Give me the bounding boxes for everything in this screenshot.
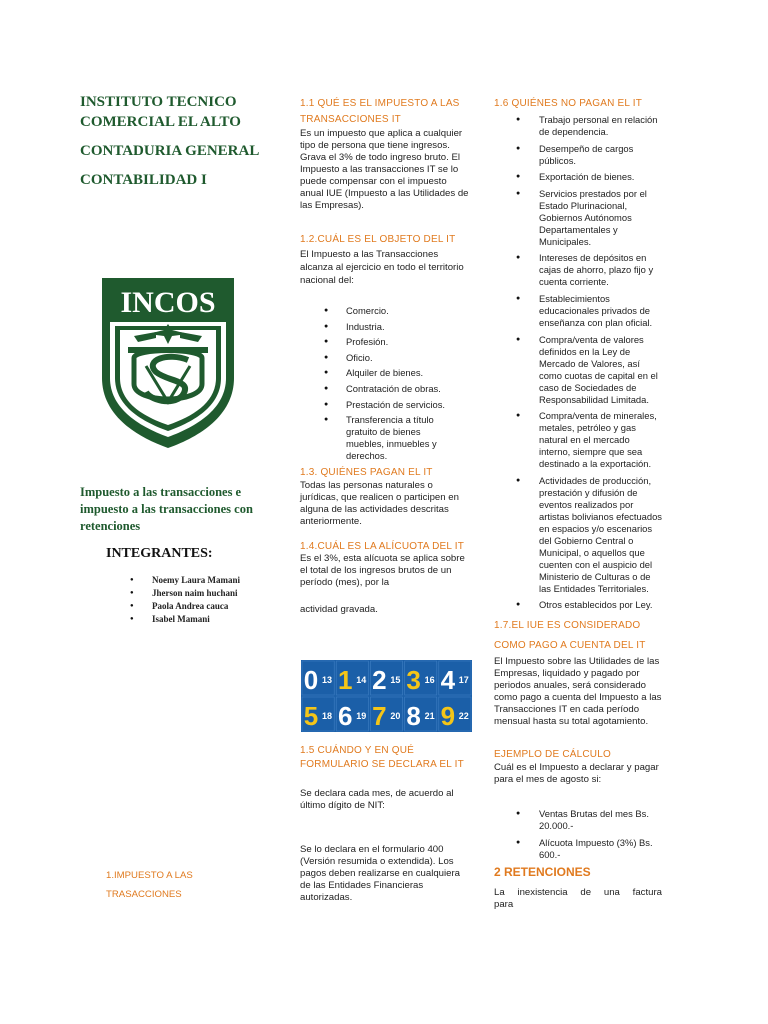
section-1-5-text-2: Se lo declara en el formulario 400 (Versión resumida o extendida). Los pagos deben realizarse en cualquiera de las Entidades Financieras autorizadas. (300, 844, 461, 903)
list-item: ● Compra/venta de valores definidos en la Ley de Mercado de Valores, así como cuotas de capital en el caso de Sociedades de Responsabilidad Limitada. (494, 334, 662, 406)
nit-digit: 7 (372, 701, 387, 731)
list-item: ● Intereses de depósitos en cajas de ahorro, plazo fijo y cuenta corriente. (494, 252, 662, 288)
section-1-6-heading: 1.6 QUIÉNES NO PAGAN EL IT (494, 98, 643, 109)
nit-digit: 2 (372, 665, 387, 695)
section-1-1-heading: 1.1 QUÉ ES EL IMPUESTO A LAS TRANSACCIONES IT (300, 98, 460, 125)
nit-digit: 6 (337, 701, 353, 731)
list-item: ● Otros establecidos por Ley. (494, 599, 662, 611)
list-item: ● Alícuota Impuesto (3%) Bs. 600.- (494, 837, 662, 861)
list-item: ● Paola Andrea cauca (130, 600, 290, 613)
title-line-1: INSTITUTO TECNICO (80, 94, 237, 110)
members-list (130, 574, 290, 626)
logo-text: INCOS (120, 286, 216, 319)
list-item: ● Noemy Laura Mamani (130, 574, 290, 587)
section-1-3-heading: 1.3. QUIÉNES PAGAN EL IT (300, 466, 433, 478)
section-1-5-text: Se declara cada mes, de acuerdo al último dígito de NIT: (300, 788, 454, 811)
section-1-3-text: Todas las personas naturales o jurídicas, que realicen o participen en alguna de las actividades descritas anteriormente. (300, 479, 459, 527)
institution-title (80, 92, 280, 190)
nit-day: 17 (458, 675, 469, 685)
list-item: ● Actividades de producción, prestación y difusión de eventos realizados por artistas bolivianos efectuados en espacios y/o escenarios del Gobierno Central o Municipal, o aquellos que cuenten con el auspicio del Ministerio de Culturas o de las Entidades Territoriales. (494, 475, 662, 595)
example-list (494, 808, 662, 861)
nit-digit: 4 (440, 665, 456, 695)
section-1-7-text: El Impuesto sobre las Utilidades de las Empresas, liquidado y pagado por periodos anuales, será considerado como pago a cuenta del Impuesto a las Transacciones IT en cada período mensual hasta su total agotamiento. (494, 655, 662, 727)
list-item: ● Contratación de obras. (300, 383, 470, 395)
nit-day: 20 (390, 711, 401, 721)
nit-due-date-table (301, 660, 472, 732)
section-1-7-heading: 1.7.EL IUE ES CONSIDERADO COMO PAGO A CUENTA DEL IT (494, 619, 646, 651)
title-line-2: COMERCIAL EL ALTO (80, 114, 241, 130)
column-2 (300, 96, 470, 616)
list-item: ● Exportación de bienes. (494, 171, 662, 183)
title-line-3: CONTADURIA GENERAL (80, 143, 260, 159)
list-item: ● Comercio. (300, 305, 470, 317)
section-1-4-text: Es el 3%, esta alícuota se aplica sobre el total de los ingresos brutos de un período (mes), por la (300, 552, 465, 588)
nit-digit: 3 (406, 665, 421, 695)
nit-digit: 5 (303, 701, 319, 731)
list-item: ● Trabajo personal en relación de dependencia. (494, 114, 662, 138)
list-item: ● Desempeño de cargos públicos. (494, 143, 662, 167)
list-item: ● Servicios prestados por el Estado Plurinacional, Gobiernos Autónomos Departamentales y Municipales. (494, 188, 662, 248)
list-item: ● Ventas Brutas del mes Bs. 20.000.- (494, 808, 662, 832)
list-item: ● Transferencia a título gratuito de bienes muebles, inmuebles y derechos. (300, 414, 470, 462)
nit-digit: 1 (337, 665, 353, 695)
integrantes-label: INTEGRANTES: (106, 546, 213, 561)
example-heading: EJEMPLO DE CÁLCULO (494, 748, 611, 760)
nit-digit: 9 (440, 701, 456, 731)
nit-day: 13 (322, 675, 333, 685)
exempt-list (494, 114, 662, 611)
example-text: Cuál es el Impuesto a declarar y pagar para el mes de agosto si: (494, 761, 659, 785)
nit-day: 16 (424, 675, 435, 685)
section-1-heading: 1.IMPUESTO A LAS TRASACCIONES (106, 870, 193, 900)
incos-shield-logo (98, 274, 238, 450)
title-line-4: CONTABILIDAD I (80, 172, 207, 188)
column-3 (494, 96, 662, 911)
section-1-5-heading: 1.5 CUÁNDO Y EN QUÉ FORMULARIO SE DECLARA EL IT (300, 745, 464, 770)
list-item: ● Alquiler de bienes. (300, 367, 470, 379)
section-1-4-text-2: actividad gravada. (300, 603, 378, 615)
list-item: ● Compra/venta de minerales, metales, petróleo y gas natural en el mercado interno, siempre que sea destinado a la exportación. (494, 410, 662, 470)
list-item: ● Oficio. (300, 352, 470, 364)
list-item: ● Prestación de servicios. (300, 399, 470, 411)
section-1-2-text: El Impuesto a las Transacciones alcanza al ejercicio en todo el territorio nacional del: (300, 249, 464, 286)
section-1-1-text: Es un impuesto que aplica a cualquier tipo de persona que tiene ingresos. Grava el 3% de todo ingreso bruto. El Impuesto a las transacciones IT se lo puede compensar con el impuesto anual IUE (Impuesto a las Utilidades de las Empresas). (300, 128, 469, 211)
nit-day: 18 (322, 711, 333, 721)
section-2-heading: 2 RETENCIONES (494, 865, 591, 880)
section-1-2-heading: 1.2.CUÁL ES EL OBJETO DEL IT (300, 234, 456, 245)
nit-day: 22 (458, 711, 469, 721)
list-item: ● Profesión. (300, 336, 470, 348)
nit-day: 19 (356, 711, 367, 721)
object-list (300, 305, 470, 462)
column-2-lower (300, 744, 470, 904)
list-item: ● Isabel Mamani (130, 613, 290, 626)
section-1-4-heading: 1.4.CUÁL ES LA ALÍCUOTA DEL IT (300, 540, 465, 552)
list-item: ● Industria. (300, 321, 470, 333)
nit-digit: 0 (303, 665, 319, 695)
document-summary: Impuesto a las transacciones e impuesto a las transacciones con retenciones (80, 485, 253, 533)
section-2-text: La inexistencia de una factura para (494, 887, 662, 911)
list-item: ● Jherson naim huchani (130, 587, 290, 600)
nit-day: 14 (356, 675, 367, 685)
nit-digit: 8 (406, 701, 421, 731)
nit-day: 21 (424, 711, 435, 721)
nit-day: 15 (390, 675, 401, 685)
list-item: ● Establecimientos educacionales privados de enseñanza con plan oficial. (494, 293, 662, 329)
